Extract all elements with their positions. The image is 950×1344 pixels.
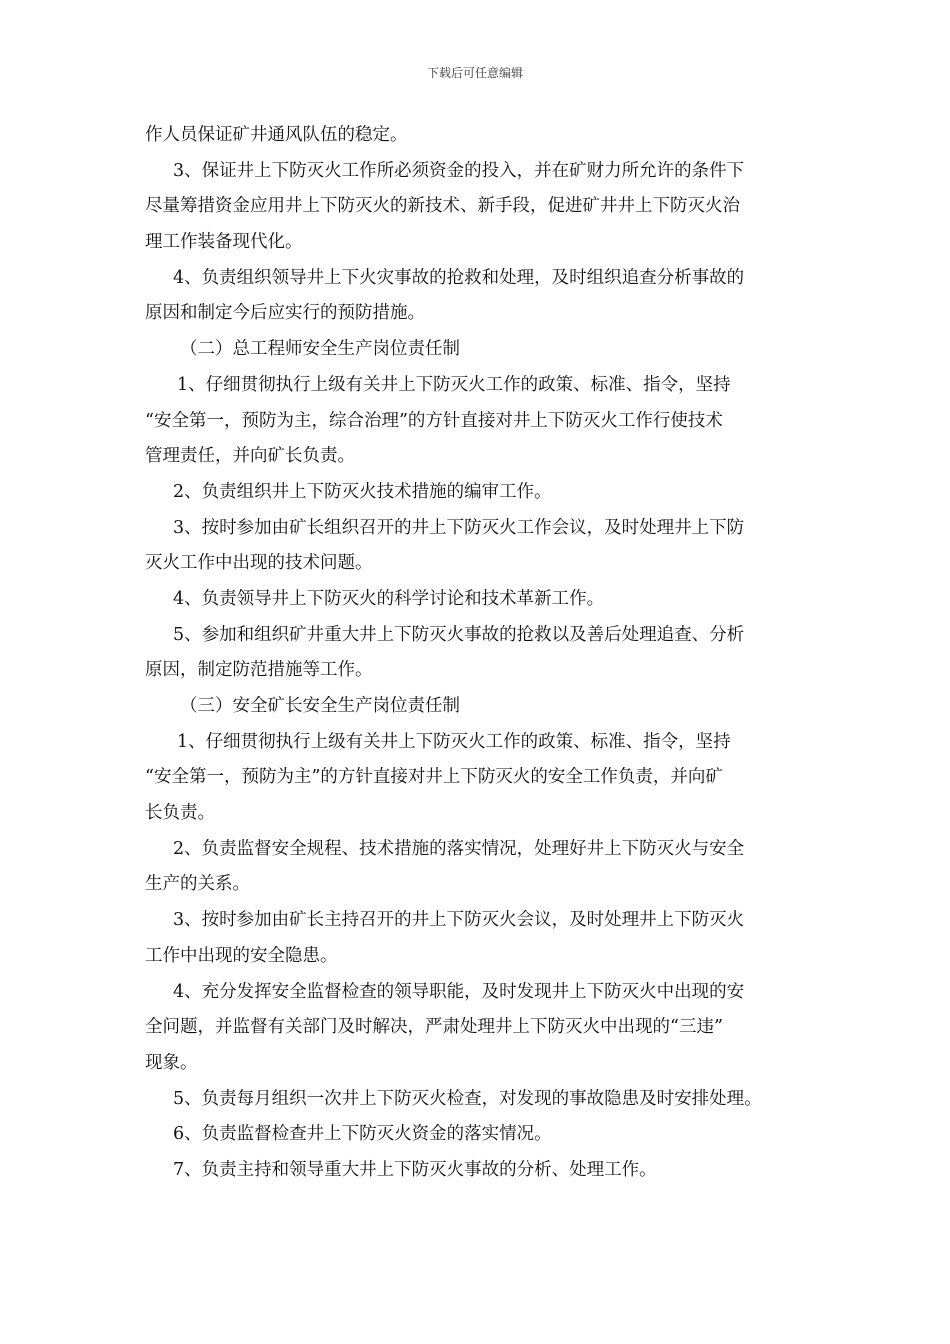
text-line: 4、充分发挥安全监督检查的领导职能，及时发现井上下防灭火中出现的安 bbox=[173, 981, 745, 1002]
text-line: 4、负责组织领导井上下火灾事故的抢救和处理，及时组织追查分析事故的 bbox=[173, 267, 745, 288]
text-line: 2、负责组织井上下防灭火技术措施的编审工作。 bbox=[173, 481, 552, 502]
text-line: “安全第一，预防为主，综合治理”的方针直接对井上下防灭火工作行使技术 bbox=[145, 410, 723, 431]
text-line: 灭火工作中出现的技术问题。 bbox=[145, 553, 373, 574]
text-line: 原因和制定今后应实行的预防措施。 bbox=[145, 303, 425, 324]
section-heading: （二）总工程师安全生产岗位责任制 bbox=[180, 339, 460, 360]
text-line: 长负责。 bbox=[145, 803, 215, 824]
text-line: 4、负责领导井上下防灭火的科学讨论和技术革新工作。 bbox=[173, 588, 605, 609]
text-line: 尽量筹措资金应用井上下防灭火的新技术、新手段，促进矿井井上下防灭火治 bbox=[145, 196, 740, 217]
text-line: 工作中出现的安全隐患。 bbox=[145, 945, 338, 966]
text-line: 理工作装备现代化。 bbox=[145, 232, 303, 253]
text-line: 1、仔细贯彻执行上级有关井上下防灭火工作的政策、标准、指令，坚持 bbox=[177, 374, 731, 395]
text-line: 3、按时参加由矿长主持召开的井上下防灭火会议，及时处理井上下防灭火 bbox=[173, 910, 745, 931]
text-line: 3、保证井上下防灭火工作所必须资金的投入，并在矿财力所允许的条件下 bbox=[173, 160, 745, 181]
text-line: 原因，制定防范措施等工作。 bbox=[145, 660, 373, 681]
text-line: 全问题，并监督有关部门及时解决，严肃处理井上下防灭火中出现的“三违” bbox=[145, 1017, 723, 1038]
text-line: 6、负责监督检查井上下防灭火资金的落实情况。 bbox=[173, 1124, 552, 1145]
text-line: “安全第一，预防为主”的方针直接对井上下防灭火的安全工作负责，并向矿 bbox=[145, 767, 723, 788]
page-header: 下载后可任意编辑 bbox=[426, 66, 523, 80]
document-body bbox=[145, 118, 810, 1189]
text-line: 生产的关系。 bbox=[145, 874, 250, 895]
text-line: 5、负责每月组织一次井上下防灭火检查，对发现的事故隐患及时安排处理。 bbox=[173, 1088, 762, 1109]
text-line: 3、按时参加由矿长组织召开的井上下防灭火工作会议，及时处理井上下防 bbox=[173, 517, 745, 538]
text-line: 管理责任，并向矿长负责。 bbox=[145, 446, 355, 467]
text-line: 现象。 bbox=[145, 1052, 198, 1073]
text-line: 2、负责监督安全规程、技术措施的落实情况，处理好井上下防灭火与安全 bbox=[173, 838, 745, 859]
text-line: 7、负责主持和领导重大井上下防灭火事故的分析、处理工作。 bbox=[173, 1159, 657, 1180]
section-heading: （三）安全矿长安全生产岗位责任制 bbox=[180, 696, 460, 716]
text-line: 5、参加和组织矿井重大井上下防灭火事故的抢救以及善后处理追查、分析 bbox=[173, 624, 745, 645]
text-line: 1、仔细贯彻执行上级有关井上下防灭火工作的政策、标准、指令，坚持 bbox=[177, 731, 731, 752]
text-line: 作人员保证矿井通风队伍的稳定。 bbox=[145, 125, 408, 145]
